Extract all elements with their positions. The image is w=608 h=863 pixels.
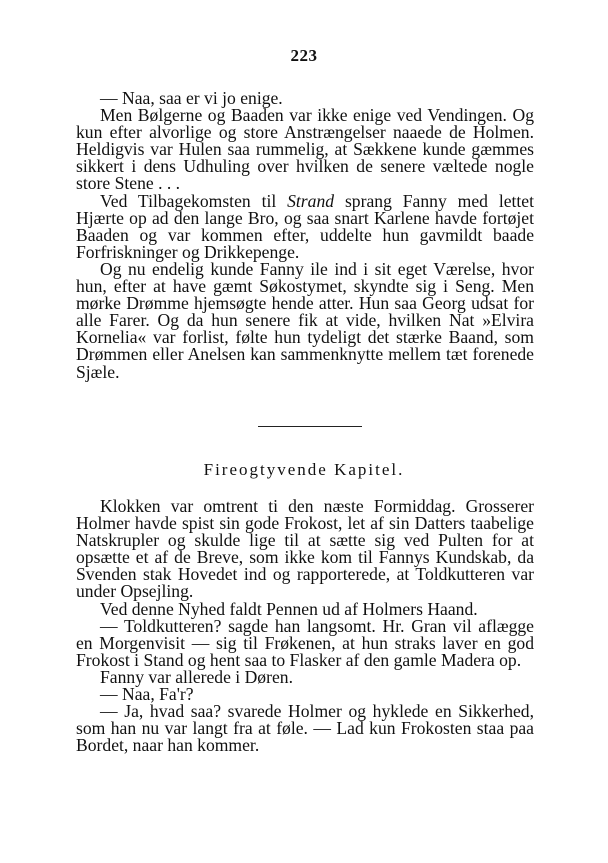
ship-name-italic: Strand <box>287 190 335 211</box>
paragraph: — Ja, hvad saa? svarede Holmer og hyklede en Sikkerhed, som han nu var langt fra at føle. — Lad kun Frokosten staa paa Bordet, naar han kommer. <box>76 701 534 756</box>
paragraph: Men Bølgerne og Baaden var ikke enige ved Vendingen. Og kun efter alvorlige og store Anstrængelser naaede de Holmen. Heldigvis var Hulen saa rummelig, at Sækkene kunde gæmmes sikkert i dens Udhuling over hvilken de senere væltede nogle store Stene . . . <box>76 105 534 194</box>
chapter-title: Fireogtyvende Kapitel. <box>203 460 405 479</box>
paragraph: — Toldkutteren? sagde han langsomt. Hr. Gran vil aflægge en Morgenvisit — sig til Frøkenen, at hun straks laver en god Frokost i Stand og hent saa to Flasker af den gamle Madera op. <box>76 615 534 670</box>
page-number: 223 <box>290 46 318 65</box>
paragraph-strand <box>76 190 534 262</box>
paragraph: Klokken var omtrent ti den næste Formiddag. Grosserer Holmer havde spist sin gode Frokost, let af sin Datters taabelige Natskrupler og skulde lige til at sætte sig ved Pulten for at opsætte et af de Breve, som ikke kom til Fannys Kundskab, da Svenden stak Hovedet ind og rapporterede, at Toldkutteren var under Opsejling. <box>76 496 534 602</box>
paragraph-text: Ved Tilbagekomsten til <box>100 190 288 211</box>
paragraph: Ved denne Nyhed faldt Pennen ud af Holmers Haand. <box>100 598 478 619</box>
text-block-lower <box>76 498 534 754</box>
text-block-upper <box>76 90 534 381</box>
section-divider <box>258 426 362 427</box>
paragraph: Og nu endelig kunde Fanny ile ind i sit eget Værelse, hvor hun, efter at have gæmt Søkostymet, skyndte sig i Seng. Men mørke Drømme hjemsøgte hende atter. Hun saa Georg udsat for alle Farer. Og da hun senere fik at vide, hvilken Nat »Elvira Kornelia« var forlist, følte hun tydeligt det stærke Baand, som Drømmen eller Anelsen kan sammenknytte mellem tæt forenede Sjæle. <box>76 258 534 382</box>
paragraph: Fanny var allerede i Døren. <box>100 666 293 687</box>
paragraph: — Naa, Fa'r? <box>100 684 194 705</box>
paragraph: — Naa, saa er vi jo enige. <box>100 88 283 108</box>
paragraph-text: sprang Fanny med lettet Hjærte op ad den lange Bro, og saa snart Karlene havde fortøjet Baaden og var kommen efter, uddelte hun gavmildt baade Forfriskninger og Drikkepenge. <box>76 190 534 262</box>
